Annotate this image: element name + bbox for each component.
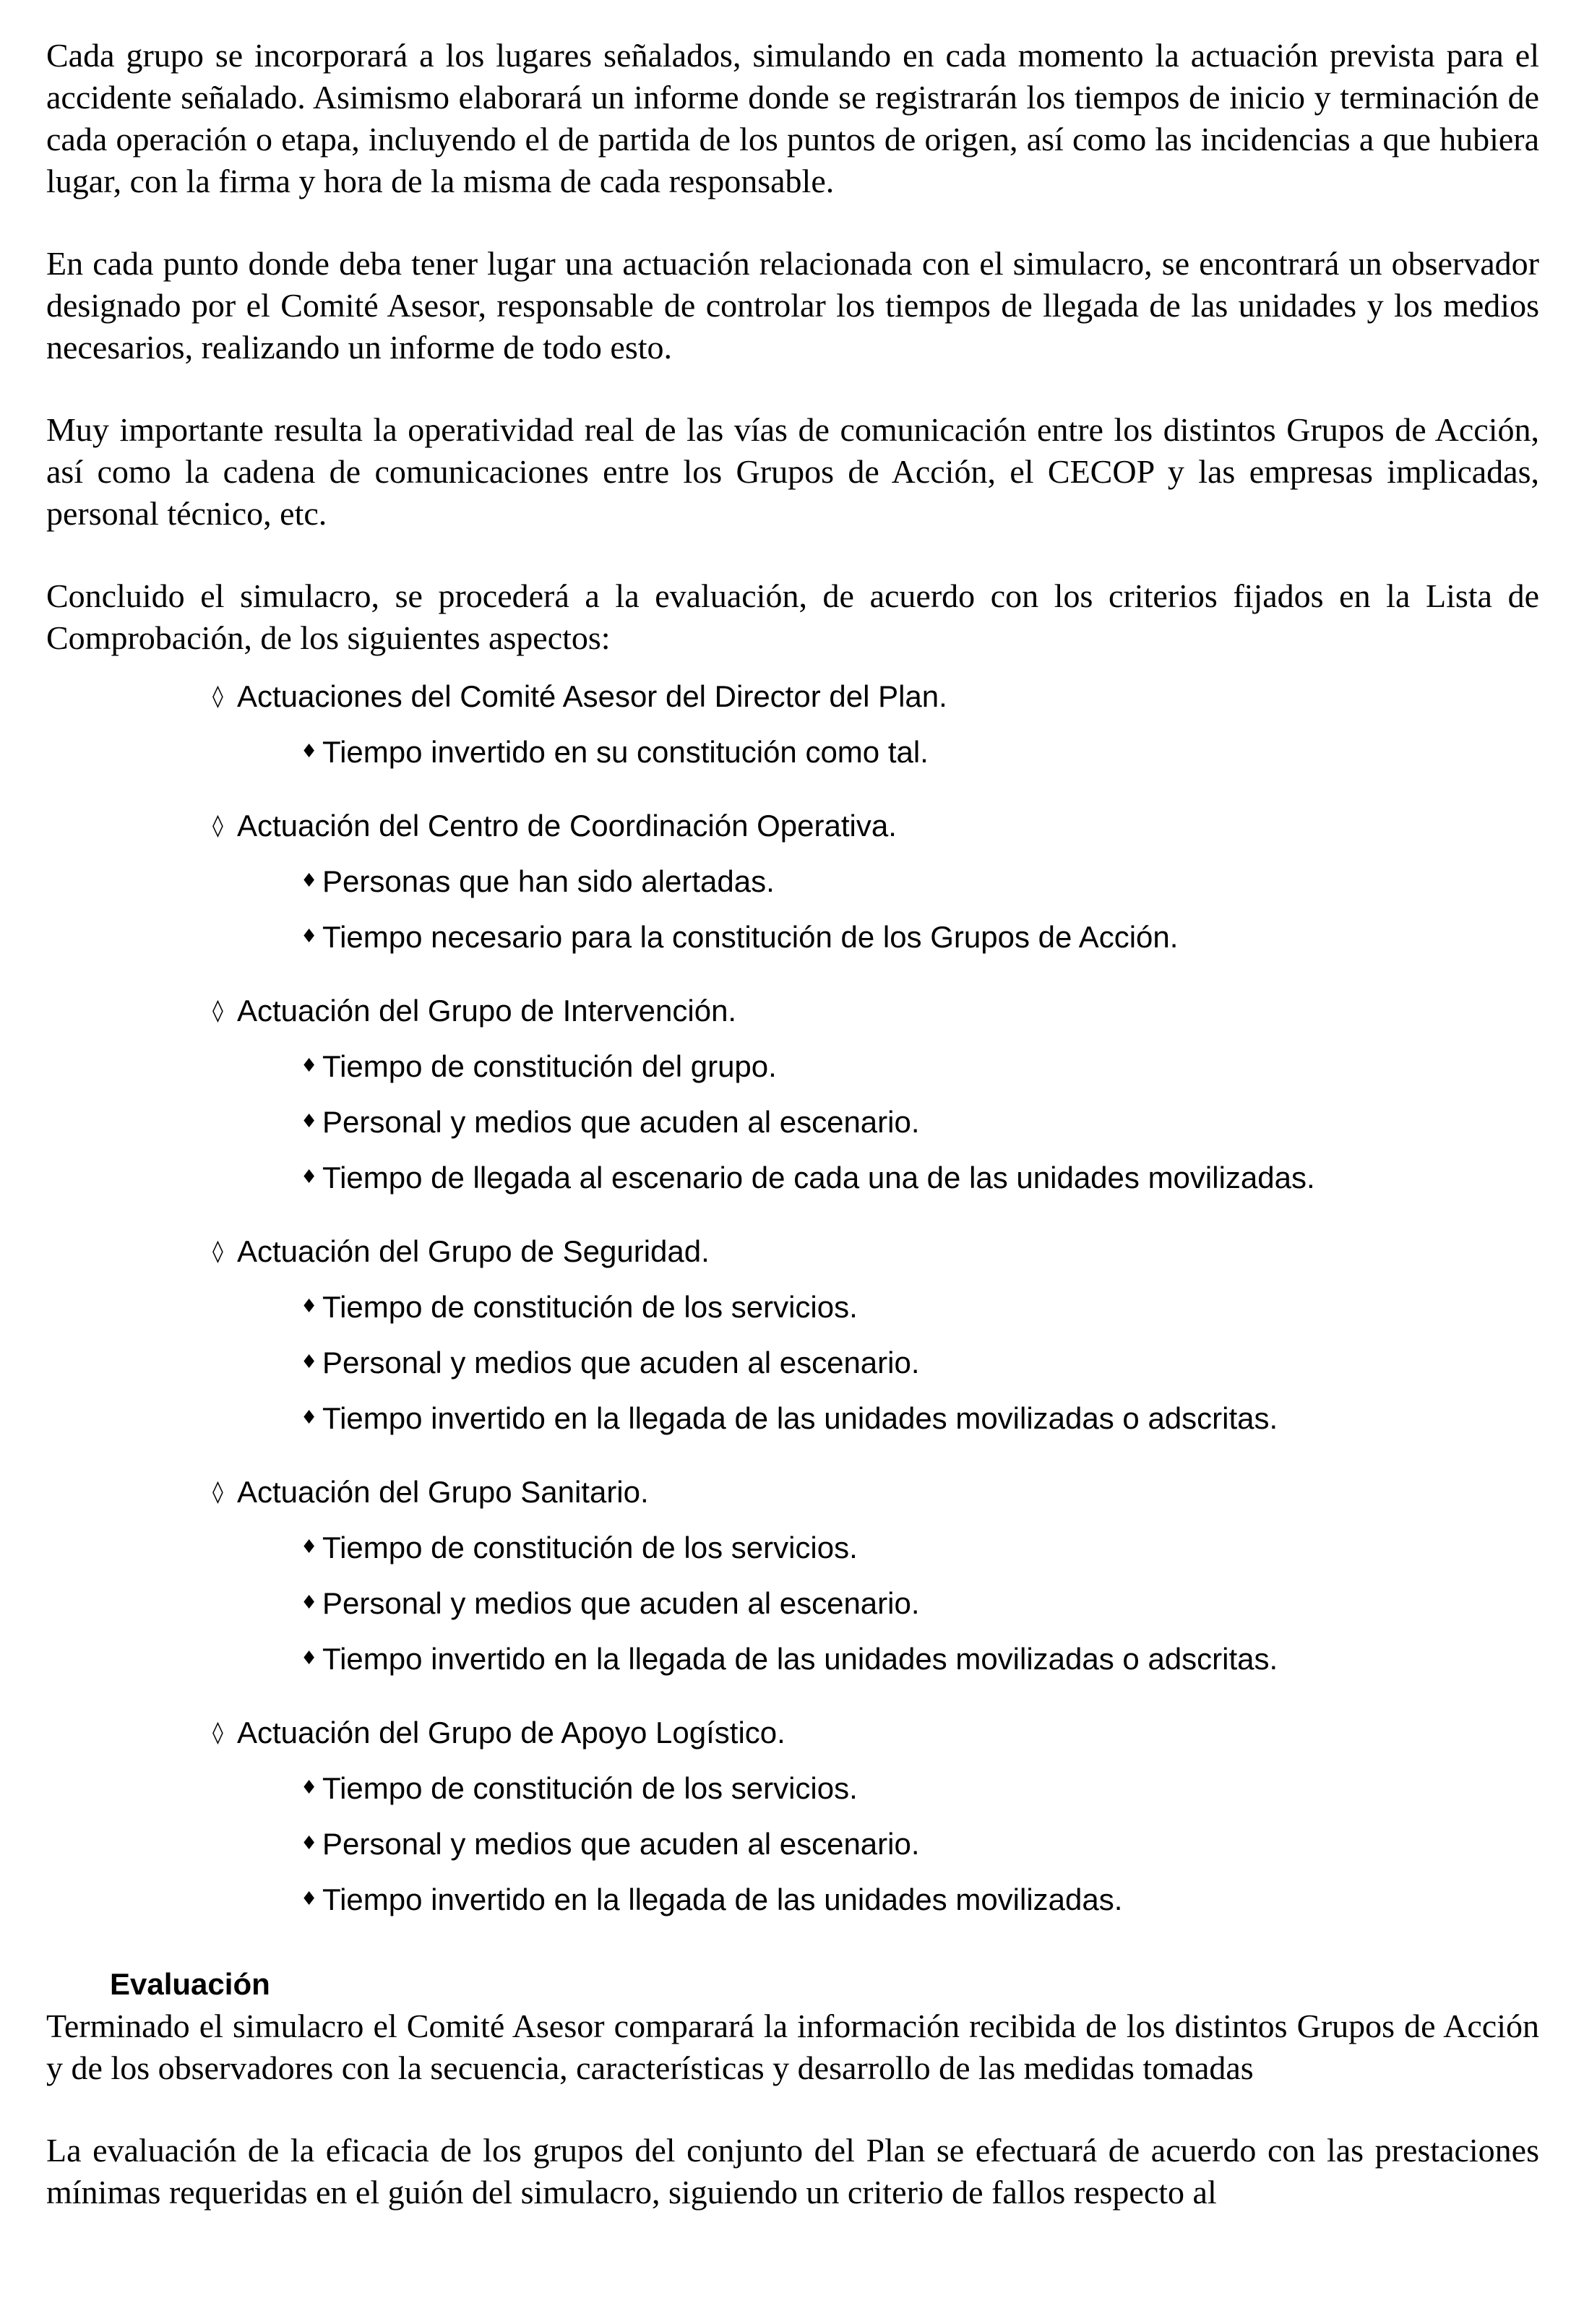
checklist-group-title: Actuación del Grupo de Intervención. <box>237 994 737 1028</box>
evaluation-checklist <box>46 669 1539 1927</box>
checklist-subitem: ♦ Personal y medios que acuden al escenario. <box>301 1094 1539 1150</box>
checklist-group-title: Actuación del Grupo de Apoyo Logístico. <box>237 1716 785 1750</box>
checklist-subitem: ♦ Tiempo de llegada al escenario de cada una de las unidades movilizadas. <box>301 1150 1539 1205</box>
lozenge-icon: ◊ <box>212 998 223 1023</box>
diamond-bullet-icon: ♦ <box>301 1833 318 1854</box>
diamond-bullet-icon: ♦ <box>301 870 318 892</box>
paragraph-communications: Muy importante resulta la operatividad real de las vías de comunicación entre los distintos Grupos de Acción, así como la cadena de comunicaciones entre los Grupos de Acción, el CECOP y las empresas implicadas, personal técnico, etc. <box>46 411 1539 532</box>
checklist-group-apoyo-logistico <box>212 1705 1539 1927</box>
paragraph-evaluation-comparison: Terminado el simulacro el Comité Asesor comparará la información recibida de los distintos Grupos de Acción y de los observadores con la secuencia, características y desarrollo de las medidas tomadas <box>46 2007 1539 2086</box>
paragraph-observer: En cada punto donde deba tener lugar una actuación relacionada con el simulacro, se encontrará un observador designado por el Comité Asesor, responsable de controlar los tiempos de llegada de las unidades y los medios necesarios, realizando un informe de todo esto. <box>46 245 1539 366</box>
checklist-subitem: ♦ Tiempo de constitución del grupo. <box>301 1038 1539 1094</box>
lozenge-icon: ◊ <box>212 1239 223 1264</box>
checklist-group-title: Actuaciones del Comité Asesor del Director del Plan. <box>237 679 947 713</box>
diamond-bullet-icon: ♦ <box>301 1296 318 1317</box>
checklist-group-title: Actuación del Centro de Coordinación Operativa. <box>237 809 897 843</box>
checklist-subitem: ♦ Tiempo invertido en la llegada de las unidades movilizadas o adscritas. <box>301 1631 1539 1687</box>
diamond-bullet-icon: ♦ <box>301 1166 318 1188</box>
checklist-subitem: ♦ Tiempo invertido en su constitución como tal. <box>301 724 1539 780</box>
checklist-subitem: ♦ Personal y medios que acuden al escenario. <box>301 1335 1539 1390</box>
diamond-bullet-icon: ♦ <box>301 926 318 947</box>
checklist-subitem: ♦ Personas que han sido alertadas. <box>301 853 1539 909</box>
checklist-subitem: ♦ Tiempo de constitución de los servicios. <box>301 1760 1539 1816</box>
lozenge-icon: ◊ <box>212 1479 223 1505</box>
checklist-group-sanitario <box>212 1465 1539 1687</box>
diamond-bullet-icon: ♦ <box>301 1592 318 1614</box>
diamond-bullet-icon: ♦ <box>301 1888 318 1910</box>
lozenge-icon: ◊ <box>212 684 223 709</box>
checklist-subitem: ♦ Personal y medios que acuden al escenario. <box>301 1816 1539 1872</box>
section-heading-evaluacion: Evaluación <box>110 1967 270 2001</box>
checklist-group-title: Actuación del Grupo de Seguridad. <box>237 1234 710 1268</box>
diamond-bullet-icon: ♦ <box>301 741 318 762</box>
checklist-group-cecop <box>212 799 1539 965</box>
checklist-subitem: ♦ Tiempo invertido en la llegada de las unidades movilizadas. <box>301 1872 1539 1927</box>
checklist-subitem: ♦ Tiempo necesario para la constitución de los Grupos de Acción. <box>301 909 1539 965</box>
diamond-bullet-icon: ♦ <box>301 1648 318 1669</box>
checklist-group-intervencion <box>212 984 1539 1205</box>
paragraph-evaluation-intro: Concluido el simulacro, se procederá a la evaluación, de acuerdo con los criterios fijados en la Lista de Comprobación, de los siguientes aspectos: <box>46 577 1539 656</box>
diamond-bullet-icon: ♦ <box>301 1536 318 1558</box>
diamond-bullet-icon: ♦ <box>301 1777 318 1799</box>
checklist-subitem: ♦ Personal y medios que acuden al escenario. <box>301 1575 1539 1631</box>
checklist-group-title: Actuación del Grupo Sanitario. <box>237 1475 649 1509</box>
checklist-group-seguridad <box>212 1224 1539 1446</box>
diamond-bullet-icon: ♦ <box>301 1055 318 1077</box>
checklist-subitem: ♦ Tiempo de constitución de los servicios. <box>301 1279 1539 1335</box>
diamond-bullet-icon: ♦ <box>301 1111 318 1132</box>
checklist-group-comite-asesor <box>212 669 1539 780</box>
paragraph-evaluation-efficacy: La evaluación de la eficacia de los grupos del conjunto del Plan se efectuará de acuerdo con las prestaciones mínimas requeridas en el guión del simulacro, siguiendo un criterio de fallos respecto al <box>46 2132 1539 2211</box>
lozenge-icon: ◊ <box>212 813 223 838</box>
paragraph-group-report: Cada grupo se incorporará a los lugares señalados, simulando en cada momento la actuación prevista para el accidente señalado. Asimismo elaborará un informe donde se registrarán los tiempos de inicio y terminación de cada operación o etapa, incluyendo el de partida de los puntos de origen, así como las incidencias a que hubiera lugar, con la firma y hora de la misma de cada responsable. <box>46 37 1539 199</box>
checklist-subitem: ♦ Tiempo invertido en la llegada de las unidades movilizadas o adscritas. <box>301 1390 1539 1446</box>
diamond-bullet-icon: ♦ <box>301 1407 318 1429</box>
checklist-subitem: ♦ Tiempo de constitución de los servicios. <box>301 1520 1539 1575</box>
document-page <box>46 35 1539 2254</box>
lozenge-icon: ◊ <box>212 1720 223 1745</box>
diamond-bullet-icon: ♦ <box>301 1351 318 1373</box>
